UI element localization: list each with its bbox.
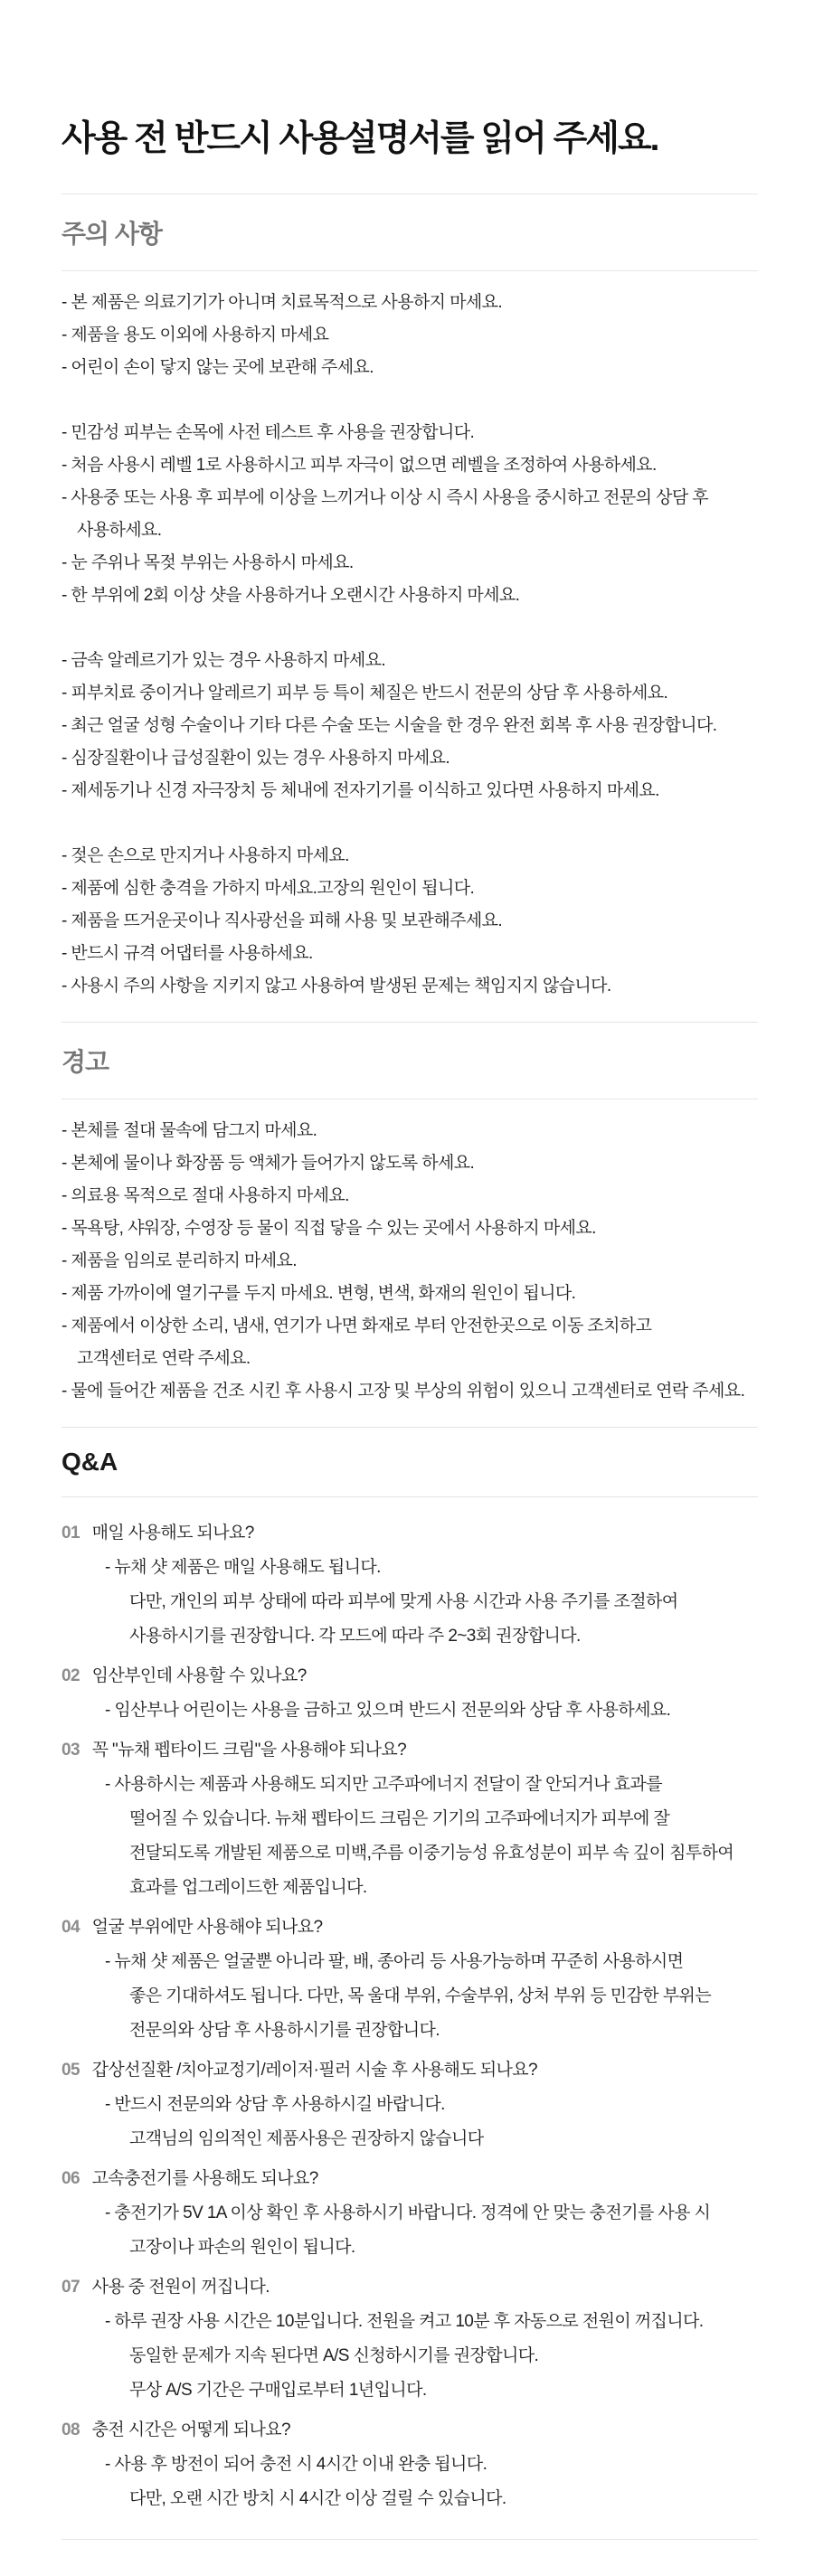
section-heading: 경고: [62, 1048, 109, 1076]
qa-question-row: [62, 1911, 758, 1945]
qa-answers: [62, 1551, 758, 1654]
qa-item: [62, 1516, 758, 1654]
text-line: - 금속 알레르기가 있는 경우 사용하지 마세요.: [62, 651, 386, 670]
text-line: - 사용중 또는 사용 후 피부에 이상을 느끼거나 이상 시 즉시 사용을 중시하고 전문의 상담 후: [62, 488, 709, 507]
section-body: [62, 1099, 758, 1427]
text-line: - 눈 주위나 목젖 부위는 사용하시 마세요.: [62, 553, 354, 572]
qa-item: [62, 2270, 758, 2408]
text-line: - 피부치료 중이거나 알레르기 피부 등 특이 체질은 반드시 전문의 상담 후 사용하세요.: [62, 684, 668, 703]
qa-answer-line: - 뉴채 샷 제품은 매일 사용해도 됩니다.: [105, 1558, 381, 1577]
qa-question: 사용 중 전원이 꺼집니다.: [91, 2278, 270, 2297]
qa-answer-line: 떨어질 수 있습니다. 뉴채 펩타이드 크림은 기기의 고주파에너지가 피부에 잘: [129, 1809, 670, 1828]
text-line: - 어린이 손이 닿지 않는 곳에 보관해 주세요.: [62, 358, 374, 377]
section-qa: [62, 1427, 758, 2539]
qa-answer-line: - 사용 후 방전이 되어 충전 시 4시간 이내 완충 됩니다.: [105, 2455, 487, 2474]
text-line: - 물에 들어간 제품을 건조 시킨 후 사용시 고장 및 부상의 위험이 있으니 고객센터로 연락 주세요.: [62, 1382, 745, 1401]
qa-item: [62, 2162, 758, 2265]
qa-number: 03: [62, 1741, 80, 1760]
qa-answer-line: - 임산부나 어린이는 사용을 금하고 있으며 반드시 전문의와 상담 후 사용하세요.: [105, 1701, 671, 1720]
text-line: - 젖은 손으로 만지거나 사용하지 마세요.: [62, 846, 349, 865]
qa-number: 04: [62, 1918, 80, 1937]
text-line: - 반드시 규격 어댑터를 사용하세요.: [62, 944, 313, 963]
text-line: - 심장질환이나 급성질환이 있는 경우 사용하지 마세요.: [62, 749, 450, 768]
text-line: - 사용시 주의 사항을 지키지 않고 사용하여 발생된 문제는 책임지지 않습니다.: [62, 977, 611, 995]
qa-number: 01: [62, 1524, 80, 1543]
qa-question: 얼굴 부위에만 사용해야 되나요?: [91, 1918, 323, 1937]
qa-question-row: [62, 1659, 758, 1694]
qa-item: [62, 1659, 758, 1728]
text-line: - 제품을 뜨거운곳이나 직사광선을 피해 사용 및 보관해주세요.: [62, 911, 503, 930]
qa-answers: [62, 2448, 758, 2516]
qa-answers: [62, 2088, 758, 2156]
qa-answer-line: - 하루 권장 사용 시간은 10분입니다. 전원을 켜고 10분 후 자동으로 전원이 꺼집니다.: [105, 2312, 704, 2331]
text-line: - 본체에 물이나 화장품 등 액체가 들어가지 않도록 하세요.: [62, 1154, 475, 1173]
section-heading-band: [62, 1427, 758, 1497]
text-line: - 최근 얼굴 성형 수술이나 기타 다른 수술 또는 시술을 한 경우 완전 회복 후 사용 권장합니다.: [62, 716, 717, 735]
qa-number: 02: [62, 1666, 80, 1685]
qa-item: [62, 1733, 758, 1905]
qa-answer-line: 고장이나 파손의 원인이 됩니다.: [129, 2238, 355, 2257]
line-group: [62, 1115, 758, 1408]
qa-question-row: [62, 2162, 758, 2196]
qa-answers: [62, 2305, 758, 2408]
section-heading-band: [62, 1022, 758, 1099]
qa-answers: [62, 1945, 758, 2048]
text-line: - 제품을 용도 이외에 사용하지 마세요: [62, 326, 329, 344]
qa-answer-line: 전달되도록 개발된 제품으로 미백,주름 이중기능성 유효성분이 피부 속 깊이 침투하여: [129, 1844, 734, 1863]
qa-item: [62, 1911, 758, 2048]
qa-answer-line: 다만, 오랜 시간 방치 시 4시간 이상 걸릴 수 있습니다.: [129, 2489, 506, 2508]
qa-answer-line: 동일한 문제가 지속 된다면 A/S 신청하시기를 권장합니다.: [129, 2346, 539, 2365]
qa-number: 05: [62, 2061, 80, 2080]
qa-question-row: [62, 2053, 758, 2088]
text-line: - 본체를 절대 물속에 담그지 마세요.: [62, 1121, 317, 1140]
qa-question: 임산부인데 사용할 수 있나요?: [91, 1666, 307, 1685]
line-group: [62, 645, 758, 807]
qa-answer-line: 사용하시기를 권장합니다. 각 모드에 따라 주 2~3회 권장합니다.: [129, 1627, 581, 1646]
qa-answer-line: - 사용하시는 제품과 사용해도 되지만 고주파에너지 전달이 잘 안되거나 효과를: [105, 1775, 662, 1794]
section-heading: 주의 사항: [62, 220, 162, 248]
qa-question-row: [62, 2270, 758, 2305]
text-line: - 제품에서 이상한 소리, 냄새, 연기가 나면 화재로 부터 안전한곳으로 이동 조치하고: [62, 1316, 652, 1335]
qa-item: [62, 2053, 758, 2156]
text-line: - 의료용 목적으로 절대 사용하지 마세요.: [62, 1186, 349, 1205]
qa-number: 08: [62, 2420, 80, 2439]
qa-answers: [62, 1768, 758, 1905]
qa-number: 07: [62, 2278, 80, 2297]
section-heading-band: [62, 193, 758, 271]
qa-answers: [62, 1694, 758, 1728]
qa-answer-line: 전문의와 상담 후 사용하시기를 권장합니다.: [129, 2021, 440, 2040]
text-line: - 제품 가까이에 열기구를 두지 마세요. 변형, 변색, 화재의 원인이 됩니다.: [62, 1284, 576, 1303]
qa-question: 매일 사용해도 되나요?: [91, 1524, 254, 1543]
section-warning: [62, 1022, 758, 1427]
page-title: 사용 전 반드시 사용설명서를 읽어 주세요.: [62, 119, 658, 158]
text-line: - 제품에 심한 충격을 가하지 마세요.고장의 원인이 됩니다.: [62, 879, 475, 898]
section-body: [62, 1497, 758, 2539]
qa-question-row: [62, 1516, 758, 1551]
qa-answer-line: - 반드시 전문의와 상담 후 사용하시길 바랍니다.: [105, 2095, 445, 2114]
qa-question: 갑상선질환 /치아교정기/레이저·필러 시술 후 사용해도 되나요?: [91, 2061, 537, 2080]
text-line: 사용하세요.: [77, 521, 162, 540]
qa-answers: [62, 2196, 758, 2265]
qa-question-row: [62, 1733, 758, 1768]
line-group: [62, 287, 758, 384]
text-line: - 처음 사용시 레벨 1로 사용하시고 피부 자극이 없으면 레벨을 조정하여 사용하세요.: [62, 456, 657, 475]
sections-container: [62, 193, 758, 2539]
text-line: - 목욕탕, 샤워장, 수영장 등 물이 직접 닿을 수 있는 곳에서 사용하지 마세요.: [62, 1219, 596, 1238]
text-line: - 한 부위에 2회 이상 샷을 사용하거나 오랜시간 사용하지 마세요.: [62, 586, 520, 605]
line-group: [62, 417, 758, 612]
qa-answer-line: 고객님의 임의적인 제품사용은 권장하지 않습니다: [129, 2129, 484, 2148]
section-heading: Q&A: [62, 1448, 118, 1476]
text-line: - 제세동기나 신경 자극장치 등 체내에 전자기기를 이식하고 있다면 사용하지 마세요.: [62, 781, 659, 800]
section-caution: [62, 193, 758, 1022]
qa-answer-line: 다만, 개인의 피부 상태에 따라 피부에 맞게 사용 시간과 사용 주기를 조절하여: [129, 1592, 678, 1611]
text-line: - 민감성 피부는 손목에 사전 테스트 후 사용을 권장합니다.: [62, 423, 475, 442]
qa-answer-line: 효과를 업그레이드한 제품입니다.: [129, 1878, 367, 1897]
qa-number: 06: [62, 2169, 80, 2188]
line-group: [62, 840, 758, 1003]
qa-question-row: [62, 2413, 758, 2448]
qa-answer-line: - 뉴채 샷 제품은 얼굴뿐 아니라 팔, 배, 종아리 등 사용가능하며 꾸준히 사용하시면: [105, 1952, 684, 1971]
text-line: 고객센터로 연락 주세요.: [77, 1349, 251, 1368]
qa-answer-line: 좋은 기대하셔도 됩니다. 다만, 목 울대 부위, 수술부위, 상처 부위 등 민감한 부위는: [129, 1986, 711, 2005]
divider: [62, 2539, 758, 2540]
qa-question: 충전 시간은 어떻게 되나요?: [91, 2420, 290, 2439]
text-line: - 본 제품은 의료기기가 아니며 치료목적으로 사용하지 마세요.: [62, 293, 503, 312]
qa-question: 꼭 "뉴채 펩타이드 크림"을 사용해야 되나요?: [91, 1741, 407, 1760]
section-body: [62, 271, 758, 1022]
qa-question: 고속충전기를 사용해도 되나요?: [91, 2169, 318, 2188]
qa-answer-line: 무상 A/S 기간은 구매입로부터 1년입니다.: [129, 2381, 427, 2400]
text-line: - 제품을 임의로 분리하지 마세요.: [62, 1251, 297, 1270]
qa-item: [62, 2413, 758, 2516]
qa-answer-line: - 충전기가 5V 1A 이상 확인 후 사용하시기 바랍니다. 정격에 안 맞는 충전기를 사용 시: [105, 2203, 711, 2222]
